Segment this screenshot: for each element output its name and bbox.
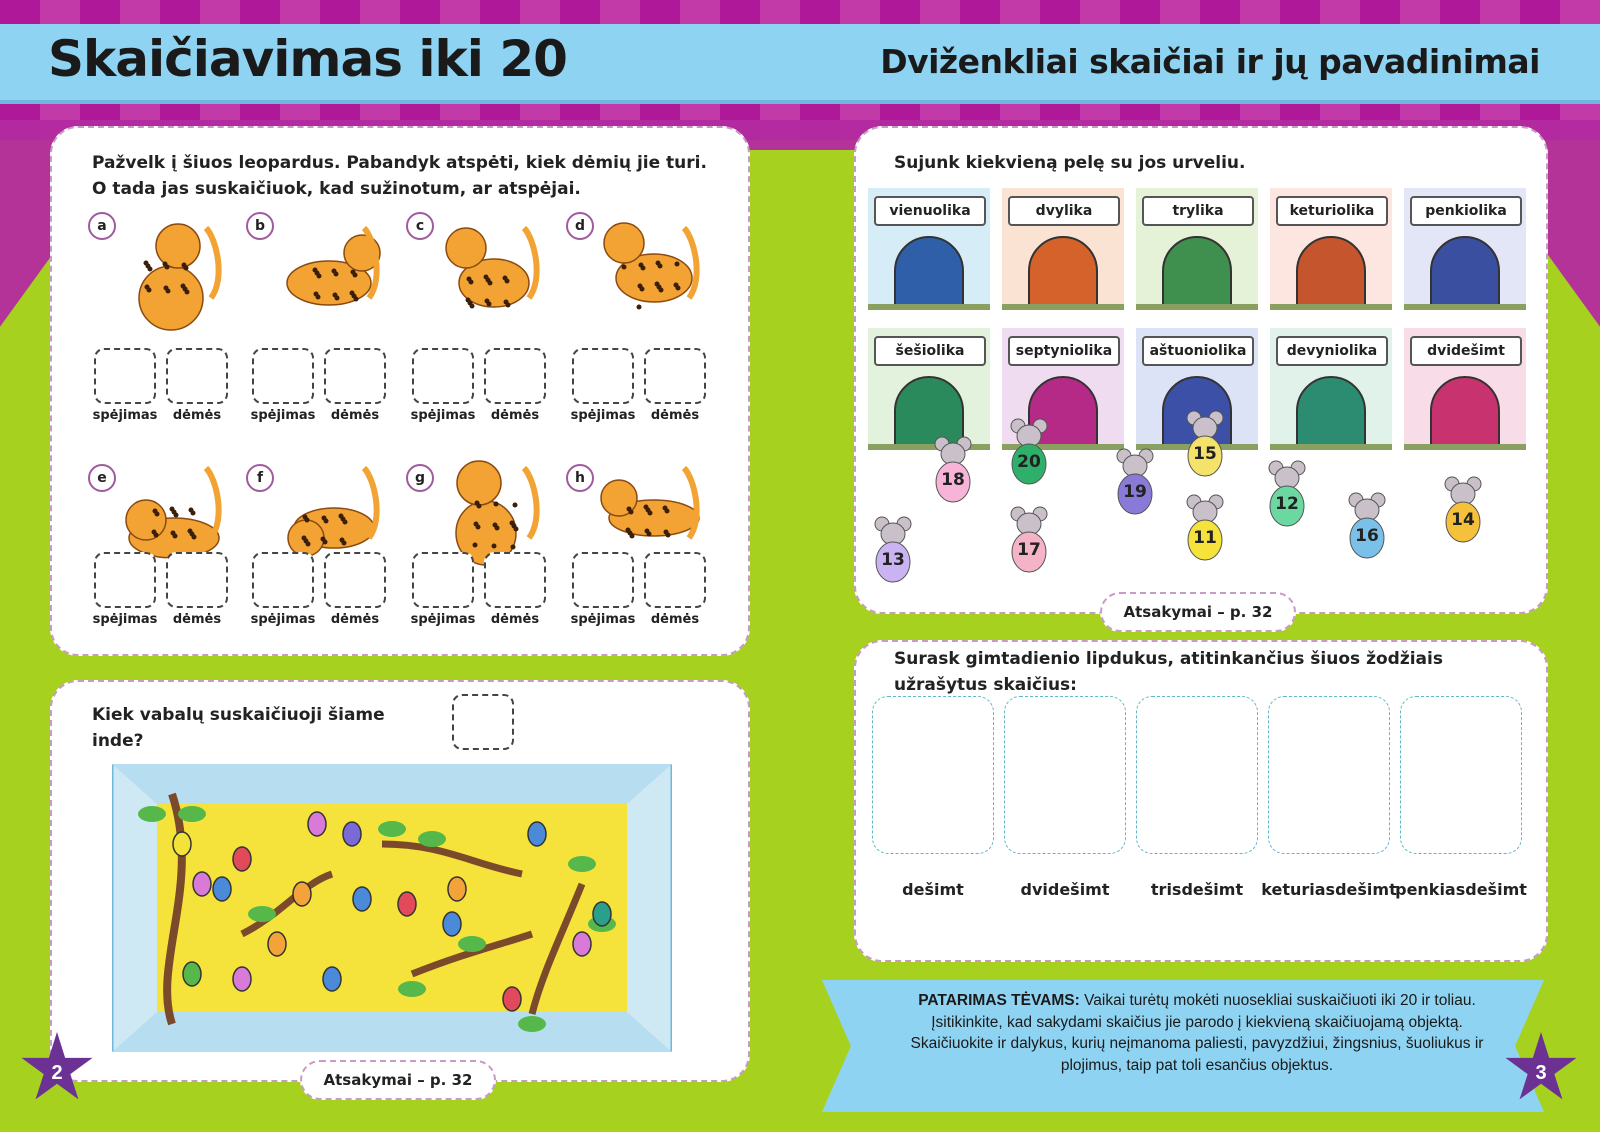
guess-box[interactable] [94, 348, 156, 404]
leopard-instruction-line-1: Pažvelk į šiuos leopardus. Pabandyk atspėti, kiek dėmių jie turi. [92, 153, 707, 173]
door-label: dvylika [1008, 196, 1120, 226]
spots-box[interactable] [324, 348, 386, 404]
spots-box[interactable] [484, 552, 546, 608]
door-arch [1430, 236, 1500, 306]
leopard-item-a [86, 208, 246, 428]
spots-label: dėmės [650, 612, 700, 627]
beetle-question-line-1: Kiek vabalų suskaičiuoji šiame [92, 705, 385, 725]
door-arch [1296, 236, 1366, 306]
leopard-picture [434, 208, 544, 338]
spots-label: dėmės [490, 612, 540, 627]
beetle-answer-box[interactable] [452, 694, 514, 750]
mouse-number: 18 [941, 470, 965, 490]
leopard-item-h [564, 448, 724, 668]
mouse-number: 14 [1451, 510, 1475, 530]
mouse-20[interactable] [1006, 418, 1052, 488]
answers-tab-right: Atsakymai – p. 32 [1100, 592, 1296, 632]
guess-box[interactable] [412, 348, 474, 404]
door-arch [1028, 236, 1098, 306]
leopard-item-g [404, 448, 564, 668]
mouse-16[interactable] [1344, 492, 1390, 562]
mouse-number: 15 [1193, 444, 1217, 464]
door-label: aštuoniolika [1142, 336, 1254, 366]
guess-label: spėjimas [410, 612, 476, 627]
sticker-label-1: dešimt [902, 880, 964, 899]
mouse-number: 11 [1193, 528, 1217, 548]
spots-label: dėmės [490, 408, 540, 423]
mouse-15[interactable] [1182, 410, 1228, 480]
door-floor [1404, 304, 1526, 310]
mouse-door-4[interactable] [1270, 188, 1392, 308]
leopard-letter-badge: g [406, 464, 434, 492]
leopard-letter-badge: b [246, 212, 274, 240]
leopard-illustration [116, 208, 226, 338]
mouse-number: 20 [1017, 452, 1041, 472]
mouse-19[interactable] [1112, 448, 1158, 518]
guess-label: spėjimas [410, 408, 476, 423]
sticker-slot-5[interactable] [1400, 696, 1522, 854]
spots-label: dėmės [172, 612, 222, 627]
sticker-slot-1[interactable] [872, 696, 994, 854]
sticker-slot-4[interactable] [1268, 696, 1390, 854]
mouse-door-5[interactable] [1404, 188, 1526, 308]
guess-box[interactable] [252, 552, 314, 608]
leopard-picture [274, 208, 384, 338]
guess-label: spėjimas [250, 408, 316, 423]
leopard-picture [116, 208, 226, 338]
leopard-item-b [244, 208, 404, 428]
door-label: vienuolika [874, 196, 986, 226]
mouse-door-3[interactable] [1136, 188, 1258, 308]
mice-instruction: Sujunk kiekvieną pelę su jos urveliu. [894, 153, 1246, 173]
sticker-instruction [894, 646, 1534, 698]
spots-box[interactable] [166, 348, 228, 404]
leopard-letter-badge: a [88, 212, 116, 240]
mouse-number: 16 [1355, 526, 1379, 546]
parent-tip-body: Vaikai turėtų mokėti nuosekliai suskaičiuoti iki 20 ir toliau. Įsitikinkite, kad sakydami skaičius jie parodo į kiekvieną skaičiuojamą objektą. Skaičiuokite ir dalykus, kurių neįmanoma paliesti, pavyzdžiui, žingsnius, šuoliukus ir plojimus, taip pat toli esančius objektus. [910, 992, 1484, 1074]
leopard-item-d [564, 208, 724, 428]
mouse-number: 13 [881, 550, 905, 570]
sticker-slot-2[interactable] [1004, 696, 1126, 854]
page-number-right: 3 [1535, 1062, 1547, 1084]
door-floor [1404, 444, 1526, 450]
door-label: septyniolika [1008, 336, 1120, 366]
leopard-illustration [434, 208, 544, 338]
leopard-item-e [86, 448, 246, 668]
sticker-panel [854, 640, 1548, 962]
door-label: šešiolika [874, 336, 986, 366]
leopard-instruction [92, 150, 732, 202]
mouse-12[interactable] [1264, 460, 1310, 530]
door-label: devyniolika [1276, 336, 1388, 366]
leopard-item-f [244, 448, 404, 668]
spots-label: dėmės [650, 408, 700, 423]
door-arch [894, 236, 964, 306]
beetle-question [92, 702, 432, 754]
guess-box[interactable] [572, 348, 634, 404]
page-title-left: Skaičiavimas iki 20 [48, 30, 567, 88]
beetle-panel [50, 680, 750, 1082]
leopard-picture [594, 208, 704, 338]
door-label: dvidešimt [1410, 336, 1522, 366]
guess-label: spėjimas [570, 408, 636, 423]
door-arch [1162, 236, 1232, 306]
leopard-item-c [404, 208, 564, 428]
leopard-illustration [274, 208, 384, 338]
mouse-door-9[interactable] [1270, 328, 1392, 448]
mouse-door-10[interactable] [1404, 328, 1526, 448]
sticker-label-2: dvidešimt [1020, 880, 1110, 899]
door-label: trylika [1142, 196, 1254, 226]
door-floor [1270, 304, 1392, 310]
guess-label: spėjimas [250, 612, 316, 627]
leopard-letter-badge: d [566, 212, 594, 240]
spots-box[interactable] [644, 348, 706, 404]
door-floor [1136, 304, 1258, 310]
spots-label: dėmės [330, 612, 380, 627]
mice-panel [854, 126, 1548, 614]
door-floor [1002, 304, 1124, 310]
door-floor [1270, 444, 1392, 450]
mouse-door-2[interactable] [1002, 188, 1124, 308]
spots-box[interactable] [324, 552, 386, 608]
beetle-question-line-2: inde? [92, 731, 144, 751]
page-number-left: 2 [51, 1062, 63, 1084]
leopard-letter-badge: e [88, 464, 116, 492]
guess-box[interactable] [572, 552, 634, 608]
spots-box[interactable] [644, 552, 706, 608]
door-arch [1430, 376, 1500, 446]
mouse-11[interactable] [1182, 494, 1228, 564]
spots-label: dėmės [172, 408, 222, 423]
sticker-instruction-line-2: užrašytus skaičius: [894, 675, 1077, 695]
door-label: keturiolika [1276, 196, 1388, 226]
door-label: penkiolika [1410, 196, 1522, 226]
mouse-13[interactable] [870, 516, 916, 586]
mouse-door-1[interactable] [868, 188, 990, 308]
leopard-instruction-line-2: O tada jas suskaičiuok, kad sužinotum, ar atspėjai. [92, 179, 581, 199]
mouse-number: 19 [1123, 482, 1147, 502]
leopard-illustration [594, 208, 704, 338]
guess-box[interactable] [412, 552, 474, 608]
sticker-label-3: trisdešimt [1150, 880, 1244, 899]
beetle-jar-illustration [112, 764, 672, 1052]
mouse-number: 12 [1275, 494, 1299, 514]
leopard-letter-badge: f [246, 464, 274, 492]
sticker-slot-3[interactable] [1136, 696, 1258, 854]
parent-tip-heading: PATARIMAS TĖVAMS: [918, 992, 1080, 1009]
leopard-panel [50, 126, 750, 656]
answers-tab-left: Atsakymai – p. 32 [300, 1060, 496, 1100]
mouse-18[interactable] [930, 436, 976, 506]
door-arch [1296, 376, 1366, 446]
guess-label: spėjimas [570, 612, 636, 627]
mouse-17[interactable] [1006, 506, 1052, 576]
mouse-door-6[interactable] [868, 328, 990, 448]
spots-box[interactable] [166, 552, 228, 608]
sticker-label-4: keturiasdešimt [1261, 880, 1397, 899]
spots-label: dėmės [330, 408, 380, 423]
sticker-label-5: penkiasdešimt [1395, 880, 1527, 899]
parent-tip-text [892, 990, 1502, 1076]
mouse-14[interactable] [1440, 476, 1486, 546]
guess-box[interactable] [252, 348, 314, 404]
guess-label: spėjimas [92, 612, 158, 627]
leopard-letter-badge: c [406, 212, 434, 240]
guess-label: spėjimas [92, 408, 158, 423]
spots-box[interactable] [484, 348, 546, 404]
door-floor [868, 304, 990, 310]
sticker-instruction-line-1: Surask gimtadienio lipdukus, atitinkančius šiuos žodžiais [894, 649, 1443, 669]
guess-box[interactable] [94, 552, 156, 608]
mouse-number: 17 [1017, 540, 1041, 560]
leopard-letter-badge: h [566, 464, 594, 492]
page-title-right: Dviženkliai skaičiai ir jų pavadinimai [880, 42, 1540, 81]
